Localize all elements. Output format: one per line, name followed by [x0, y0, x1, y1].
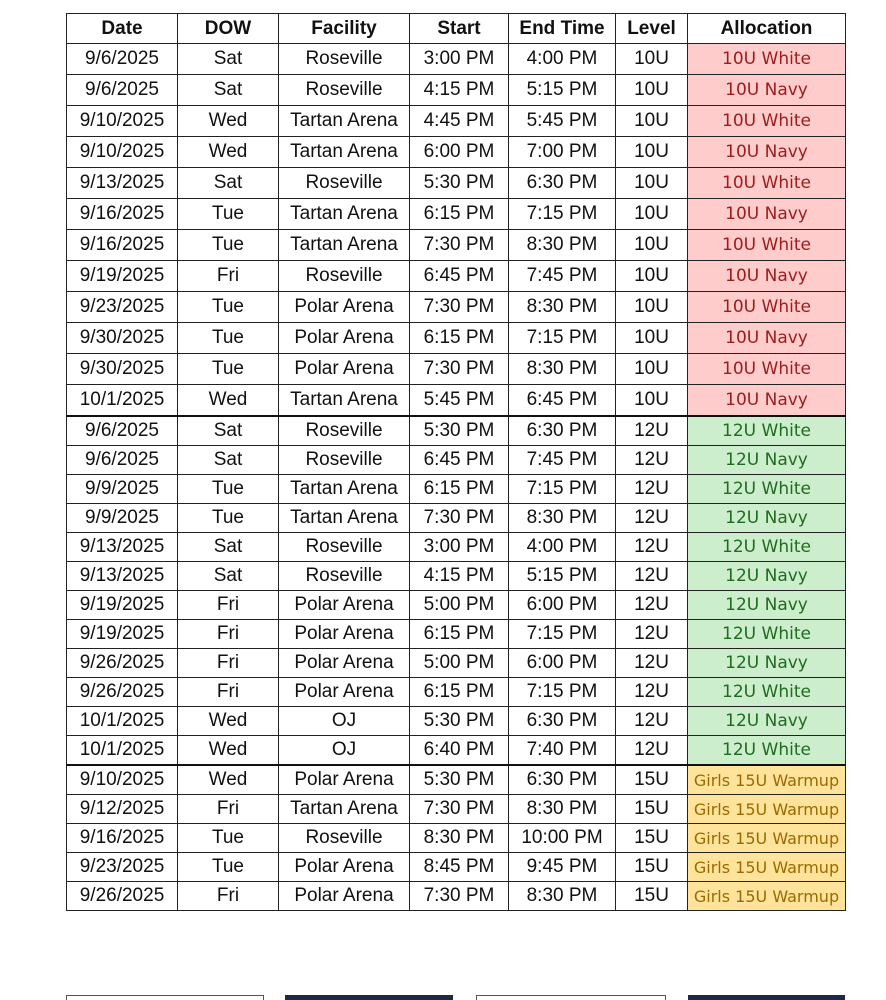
cell-start: 6:15 PM: [410, 678, 509, 707]
table-row: [67, 591, 846, 620]
schedule-rows: [67, 44, 846, 911]
table-row: [67, 620, 846, 649]
cell-date: 9/16/2025: [67, 230, 178, 261]
cell-allocation: Girls 15U Warmup: [688, 824, 846, 853]
cell-end-time: 7:15 PM: [509, 323, 616, 354]
table-row: [67, 649, 846, 678]
cell-date: 9/26/2025: [67, 678, 178, 707]
cell-dow: Sat: [178, 562, 279, 591]
cell-start: 3:00 PM: [410, 533, 509, 562]
table-row: [67, 385, 846, 417]
cell-level: 10U: [616, 168, 688, 199]
cell-allocation: 10U Navy: [688, 137, 846, 168]
cell-start: 5:00 PM: [410, 591, 509, 620]
cell-level: 10U: [616, 385, 688, 417]
cell-facility: Roseville: [279, 261, 410, 292]
cell-date: 10/1/2025: [67, 736, 178, 766]
cell-facility: Roseville: [279, 446, 410, 475]
table-row: [67, 475, 846, 504]
cell-start: 5:30 PM: [410, 765, 509, 795]
cell-start: 5:45 PM: [410, 385, 509, 417]
cell-allocation: Girls 15U Warmup: [688, 765, 846, 795]
cell-date: 9/19/2025: [67, 261, 178, 292]
cell-level: 12U: [616, 475, 688, 504]
header-row: [67, 14, 846, 44]
cell-start: 7:30 PM: [410, 795, 509, 824]
cell-dow: Tue: [178, 354, 279, 385]
cell-allocation: 10U Navy: [688, 261, 846, 292]
cell-level: 10U: [616, 323, 688, 354]
cell-level: 10U: [616, 106, 688, 137]
cell-start: 6:15 PM: [410, 475, 509, 504]
cell-facility: Polar Arena: [279, 591, 410, 620]
column-header-dow: DOW: [178, 14, 279, 44]
cell-facility: Polar Arena: [279, 292, 410, 323]
table-row: [67, 199, 846, 230]
cell-facility: Tartan Arena: [279, 385, 410, 417]
cell-start: 7:30 PM: [410, 882, 509, 911]
footer-box-right: [476, 995, 666, 1000]
cell-level: 15U: [616, 882, 688, 911]
cell-date: 9/6/2025: [67, 44, 178, 75]
cell-allocation: 12U Navy: [688, 707, 846, 736]
cell-end-time: 7:45 PM: [509, 261, 616, 292]
cell-start: 6:45 PM: [410, 446, 509, 475]
table-row: [67, 137, 846, 168]
table-row: [67, 562, 846, 591]
cell-level: 12U: [616, 620, 688, 649]
cell-allocation: 10U Navy: [688, 199, 846, 230]
cell-facility: OJ: [279, 736, 410, 766]
cell-allocation: 12U White: [688, 678, 846, 707]
cell-start: 6:15 PM: [410, 323, 509, 354]
column-header-end-time: End Time: [509, 14, 616, 44]
cell-date: 9/6/2025: [67, 75, 178, 106]
cell-date: 9/23/2025: [67, 292, 178, 323]
cell-allocation: 12U Navy: [688, 446, 846, 475]
cell-allocation: 12U Navy: [688, 562, 846, 591]
cell-start: 7:30 PM: [410, 504, 509, 533]
cell-end-time: 7:40 PM: [509, 736, 616, 766]
cell-dow: Sat: [178, 416, 279, 446]
cell-facility: Polar Arena: [279, 678, 410, 707]
cell-dow: Fri: [178, 591, 279, 620]
cell-allocation: 10U White: [688, 230, 846, 261]
cell-level: 12U: [616, 736, 688, 766]
cell-date: 9/13/2025: [67, 168, 178, 199]
cell-start: 5:00 PM: [410, 649, 509, 678]
cell-end-time: 6:30 PM: [509, 168, 616, 199]
cell-dow: Tue: [178, 292, 279, 323]
cell-start: 5:30 PM: [410, 707, 509, 736]
cell-date: 9/6/2025: [67, 446, 178, 475]
cell-level: 10U: [616, 199, 688, 230]
cell-date: 9/10/2025: [67, 765, 178, 795]
cell-allocation: 10U White: [688, 106, 846, 137]
cell-dow: Wed: [178, 106, 279, 137]
cell-date: 9/26/2025: [67, 649, 178, 678]
cell-dow: Fri: [178, 795, 279, 824]
cell-facility: Tartan Arena: [279, 795, 410, 824]
cell-date: 10/1/2025: [67, 385, 178, 417]
table-row: [67, 707, 846, 736]
cell-level: 12U: [616, 446, 688, 475]
cell-dow: Fri: [178, 882, 279, 911]
cell-dow: Tue: [178, 475, 279, 504]
cell-level: 10U: [616, 137, 688, 168]
cell-level: 12U: [616, 504, 688, 533]
table-row: [67, 354, 846, 385]
column-header-facility: Facility: [279, 14, 410, 44]
cell-date: 9/26/2025: [67, 882, 178, 911]
cell-facility: Polar Arena: [279, 323, 410, 354]
cell-allocation: 12U White: [688, 533, 846, 562]
cell-dow: Sat: [178, 446, 279, 475]
cell-facility: Tartan Arena: [279, 504, 410, 533]
cell-level: 15U: [616, 765, 688, 795]
schedule-table: [66, 13, 846, 911]
cell-end-time: 6:45 PM: [509, 385, 616, 417]
cell-allocation: 12U White: [688, 736, 846, 766]
cell-dow: Sat: [178, 75, 279, 106]
cell-end-time: 8:30 PM: [509, 354, 616, 385]
cell-dow: Sat: [178, 168, 279, 199]
cell-level: 12U: [616, 562, 688, 591]
cell-allocation: 10U White: [688, 168, 846, 199]
cell-start: 7:30 PM: [410, 230, 509, 261]
cell-level: 10U: [616, 354, 688, 385]
cell-level: 12U: [616, 707, 688, 736]
cell-dow: Tue: [178, 824, 279, 853]
cell-dow: Tue: [178, 199, 279, 230]
table-row: [67, 736, 846, 766]
cell-facility: Tartan Arena: [279, 475, 410, 504]
cell-date: 9/9/2025: [67, 475, 178, 504]
cell-level: 12U: [616, 649, 688, 678]
cell-start: 5:30 PM: [410, 416, 509, 446]
footer-bar-dark-right: [688, 995, 845, 1000]
cell-end-time: 8:30 PM: [509, 795, 616, 824]
cell-date: 9/19/2025: [67, 591, 178, 620]
cell-dow: Fri: [178, 678, 279, 707]
cell-facility: Tartan Arena: [279, 106, 410, 137]
cell-allocation: 12U White: [688, 416, 846, 446]
table-row: [67, 678, 846, 707]
table-row: [67, 533, 846, 562]
cell-allocation: 12U Navy: [688, 649, 846, 678]
cell-end-time: 6:30 PM: [509, 416, 616, 446]
cell-dow: Sat: [178, 44, 279, 75]
cell-dow: Tue: [178, 853, 279, 882]
footer-bar-dark-left: [285, 995, 453, 1000]
cell-date: 9/9/2025: [67, 504, 178, 533]
cell-start: 7:30 PM: [410, 292, 509, 323]
cell-start: 7:30 PM: [410, 354, 509, 385]
table-row: [67, 75, 846, 106]
cell-end-time: 8:30 PM: [509, 292, 616, 323]
cell-facility: Polar Arena: [279, 620, 410, 649]
cell-allocation: Girls 15U Warmup: [688, 795, 846, 824]
table-row: [67, 765, 846, 795]
cell-end-time: 10:00 PM: [509, 824, 616, 853]
cell-dow: Fri: [178, 649, 279, 678]
table-row: [67, 292, 846, 323]
cell-dow: Fri: [178, 620, 279, 649]
cell-facility: Roseville: [279, 824, 410, 853]
cell-dow: Tue: [178, 504, 279, 533]
cell-facility: Polar Arena: [279, 354, 410, 385]
cell-level: 15U: [616, 824, 688, 853]
cell-allocation: 10U White: [688, 292, 846, 323]
cell-date: 9/10/2025: [67, 106, 178, 137]
cell-dow: Wed: [178, 137, 279, 168]
cell-start: 6:00 PM: [410, 137, 509, 168]
cell-allocation: 10U Navy: [688, 385, 846, 417]
cell-end-time: 7:15 PM: [509, 475, 616, 504]
column-header-date: Date: [67, 14, 178, 44]
table-row: [67, 168, 846, 199]
cell-level: 15U: [616, 795, 688, 824]
table-row: [67, 323, 846, 354]
cell-facility: Polar Arena: [279, 853, 410, 882]
cell-date: 9/16/2025: [67, 824, 178, 853]
cell-allocation: 10U White: [688, 44, 846, 75]
table-row: [67, 416, 846, 446]
cell-start: 8:30 PM: [410, 824, 509, 853]
cell-date: 9/19/2025: [67, 620, 178, 649]
cell-date: 9/13/2025: [67, 533, 178, 562]
cell-facility: Roseville: [279, 562, 410, 591]
cell-level: 10U: [616, 292, 688, 323]
cell-start: 4:45 PM: [410, 106, 509, 137]
cell-allocation: 10U White: [688, 354, 846, 385]
cell-date: 9/12/2025: [67, 795, 178, 824]
cell-start: 6:15 PM: [410, 620, 509, 649]
cell-facility: Tartan Arena: [279, 199, 410, 230]
cell-start: 6:15 PM: [410, 199, 509, 230]
cell-end-time: 9:45 PM: [509, 853, 616, 882]
cell-start: 4:15 PM: [410, 562, 509, 591]
cell-level: 12U: [616, 591, 688, 620]
cell-level: 12U: [616, 533, 688, 562]
cell-dow: Tue: [178, 323, 279, 354]
table-row: [67, 824, 846, 853]
cell-dow: Sat: [178, 533, 279, 562]
cell-level: 12U: [616, 416, 688, 446]
table-row: [67, 882, 846, 911]
column-header-start: Start: [410, 14, 509, 44]
table-row: [67, 230, 846, 261]
cell-end-time: 4:00 PM: [509, 44, 616, 75]
cell-date: 9/13/2025: [67, 562, 178, 591]
cell-level: 10U: [616, 44, 688, 75]
cell-end-time: 4:00 PM: [509, 533, 616, 562]
cell-dow: Wed: [178, 385, 279, 417]
cell-end-time: 8:30 PM: [509, 230, 616, 261]
cell-facility: Polar Arena: [279, 765, 410, 795]
cell-start: 4:15 PM: [410, 75, 509, 106]
cell-date: 9/16/2025: [67, 199, 178, 230]
cell-allocation: 10U Navy: [688, 75, 846, 106]
table-row: [67, 261, 846, 292]
cell-facility: Roseville: [279, 168, 410, 199]
cell-end-time: 7:45 PM: [509, 446, 616, 475]
cell-facility: Tartan Arena: [279, 230, 410, 261]
cell-end-time: 5:45 PM: [509, 106, 616, 137]
cell-facility: Roseville: [279, 416, 410, 446]
cell-end-time: 7:15 PM: [509, 620, 616, 649]
cell-end-time: 6:30 PM: [509, 765, 616, 795]
cell-facility: Roseville: [279, 44, 410, 75]
column-header-allocation: Allocation: [688, 14, 846, 44]
cell-end-time: 5:15 PM: [509, 75, 616, 106]
table-row: [67, 795, 846, 824]
cell-date: 9/10/2025: [67, 137, 178, 168]
cell-end-time: 6:30 PM: [509, 707, 616, 736]
cell-start: 6:40 PM: [410, 736, 509, 766]
cell-start: 3:00 PM: [410, 44, 509, 75]
cell-allocation: 12U Navy: [688, 504, 846, 533]
cell-allocation: Girls 15U Warmup: [688, 882, 846, 911]
table-row: [67, 446, 846, 475]
cell-end-time: 5:15 PM: [509, 562, 616, 591]
cell-end-time: 6:00 PM: [509, 591, 616, 620]
cell-end-time: 6:00 PM: [509, 649, 616, 678]
cell-end-time: 7:15 PM: [509, 199, 616, 230]
cell-facility: Polar Arena: [279, 882, 410, 911]
column-header-level: Level: [616, 14, 688, 44]
cell-level: 10U: [616, 75, 688, 106]
cell-level: 12U: [616, 678, 688, 707]
cell-date: 9/30/2025: [67, 323, 178, 354]
cell-date: 9/30/2025: [67, 354, 178, 385]
cell-dow: Wed: [178, 765, 279, 795]
cell-end-time: 7:15 PM: [509, 678, 616, 707]
footer-box-left: [66, 995, 264, 1000]
cell-end-time: 7:00 PM: [509, 137, 616, 168]
cell-level: 15U: [616, 853, 688, 882]
cell-dow: Fri: [178, 261, 279, 292]
cell-date: 10/1/2025: [67, 707, 178, 736]
cell-level: 10U: [616, 230, 688, 261]
cell-dow: Wed: [178, 736, 279, 766]
table-row: [67, 106, 846, 137]
cell-facility: Tartan Arena: [279, 137, 410, 168]
cell-facility: Roseville: [279, 75, 410, 106]
table-row: [67, 44, 846, 75]
cell-date: 9/6/2025: [67, 416, 178, 446]
cell-allocation: 12U White: [688, 620, 846, 649]
cell-allocation: Girls 15U Warmup: [688, 853, 846, 882]
cell-start: 5:30 PM: [410, 168, 509, 199]
table-row: [67, 504, 846, 533]
cell-dow: Wed: [178, 707, 279, 736]
cell-end-time: 8:30 PM: [509, 504, 616, 533]
table-row: [67, 853, 846, 882]
cell-level: 10U: [616, 261, 688, 292]
cell-facility: Polar Arena: [279, 649, 410, 678]
cell-allocation: 12U Navy: [688, 591, 846, 620]
cell-facility: Roseville: [279, 533, 410, 562]
cell-start: 6:45 PM: [410, 261, 509, 292]
cell-end-time: 8:30 PM: [509, 882, 616, 911]
cell-start: 8:45 PM: [410, 853, 509, 882]
cell-date: 9/23/2025: [67, 853, 178, 882]
cell-dow: Tue: [178, 230, 279, 261]
cell-facility: OJ: [279, 707, 410, 736]
cell-allocation: 10U Navy: [688, 323, 846, 354]
cell-allocation: 12U White: [688, 475, 846, 504]
